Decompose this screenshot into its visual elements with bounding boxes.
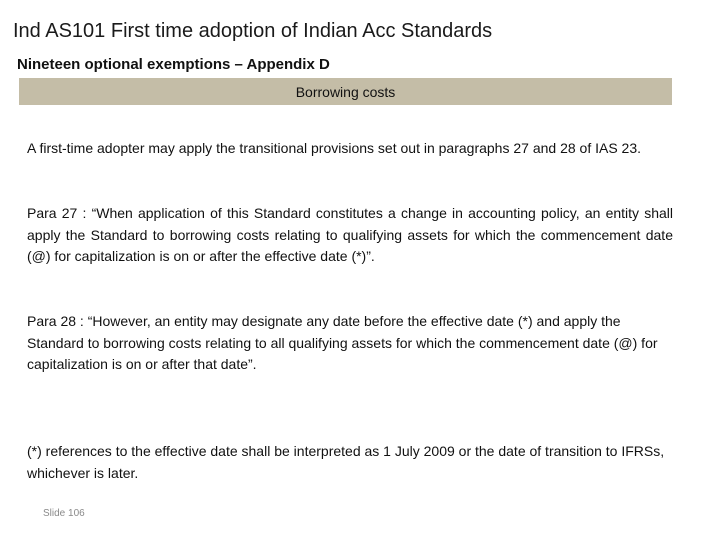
effective-date-note: (*) references to the effective date shall be interpreted as 1 July 2009 or the date of transition to IFRSs, whichever is later. [27, 443, 665, 481]
intro-paragraph: A first-time adopter may apply the transitional provisions set out in paragraphs 27 and 28 of IAS 23. [27, 140, 642, 156]
para-28-paragraph [27, 311, 673, 376]
para-27-paragraph [27, 203, 673, 268]
para-27-text: “When application of this Standard constitutes a change in accounting policy, an entity shall apply the Standard to borrowing costs relating to qualifying assets for which the commencement date (@) for capitalization is on or after the effective date (*)”. [27, 205, 674, 264]
section-banner-label: Borrowing costs [295, 83, 396, 100]
para-28-label: Para 28 : [27, 313, 84, 329]
slide-title: Ind AS101 First time adoption of Indian Acc Standards [13, 20, 493, 42]
para-28-text: “However, an entity may designate any date before the effective date (*) and apply the Standard to borrowing costs relating to all qualifying assets for which the commencement date (@) for capitalization is on or after that date”. [27, 313, 658, 372]
section-banner [19, 78, 672, 105]
slide-number: Slide 106 [43, 508, 85, 519]
para-27-label: Para 27 : [27, 205, 87, 221]
slide-subtitle: Nineteen optional exemptions – Appendix D [17, 56, 330, 73]
